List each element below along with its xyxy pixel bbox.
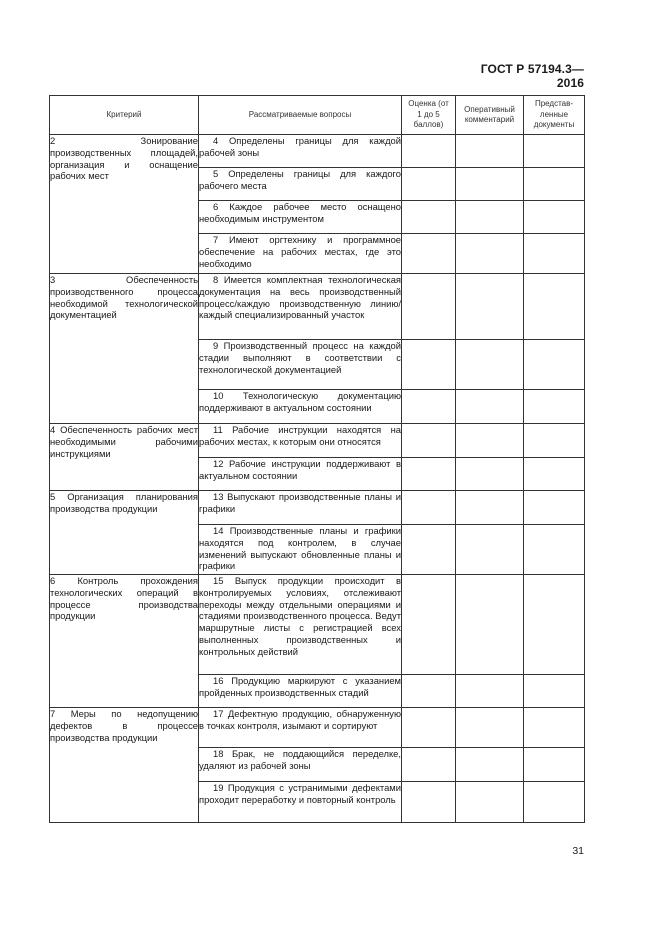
table-row xyxy=(50,491,585,525)
documents-cell[interactable] xyxy=(524,708,585,748)
comment-cell[interactable] xyxy=(456,491,524,525)
question-text: 7 Имеют оргтехнику и программное обеспечение на рабочих местах, где это необходимо xyxy=(199,234,401,269)
score-cell[interactable] xyxy=(402,748,456,782)
question-text: 4 Определены границы для каждой рабочей зоны xyxy=(199,135,401,158)
criterion-cell xyxy=(50,424,199,491)
comment-cell[interactable] xyxy=(456,575,524,675)
score-cell[interactable] xyxy=(402,424,456,458)
question-cell xyxy=(199,575,402,675)
score-cell[interactable] xyxy=(402,782,456,823)
comment-cell[interactable] xyxy=(456,390,524,424)
documents-cell[interactable] xyxy=(524,135,585,168)
question-text: 19 Продукция с устранимыми дефектами проходит переработку и повторный контроль xyxy=(199,782,401,805)
question-cell xyxy=(199,675,402,708)
question-cell xyxy=(199,708,402,748)
question-cell xyxy=(199,491,402,525)
documents-cell[interactable] xyxy=(524,168,585,201)
question-cell xyxy=(199,135,402,168)
score-cell[interactable] xyxy=(402,708,456,748)
criterion-text: 4 Обеспеченность рабочих мест необходимыми рабочими инструкциями xyxy=(50,424,198,459)
table-row xyxy=(50,135,585,168)
score-cell[interactable] xyxy=(402,340,456,390)
comment-cell[interactable] xyxy=(456,168,524,201)
criterion-cell xyxy=(50,491,199,575)
score-cell[interactable] xyxy=(402,168,456,201)
score-cell[interactable] xyxy=(402,274,456,340)
score-cell[interactable] xyxy=(402,135,456,168)
question-text: 16 Продукцию маркируют с указанием пройденных производственных стадий xyxy=(199,675,401,698)
column-header-documents: Представ-ленные документы xyxy=(524,96,585,135)
score-cell[interactable] xyxy=(402,575,456,675)
question-cell xyxy=(199,390,402,424)
table-row xyxy=(50,424,585,458)
criterion-cell xyxy=(50,135,199,274)
comment-cell[interactable] xyxy=(456,708,524,748)
question-text: 9 Производственный процесс на каждой стадии выполняют в соответствии с технологической документацией xyxy=(199,340,401,375)
criterion-text: 7 Меры по недопущению дефектов в процессе производства продукции xyxy=(50,708,198,743)
question-text: 5 Определены границы для каждого рабочего места xyxy=(199,168,401,191)
question-text: 14 Производственные планы и графики находятся под контролем, в случае изменений выпускают обновленные планы и графики xyxy=(199,525,401,572)
criterion-text: 5 Организация планирования производства продукции xyxy=(50,491,198,514)
comment-cell[interactable] xyxy=(456,458,524,491)
column-header-criterion: Критерий xyxy=(50,96,199,135)
question-cell xyxy=(199,340,402,390)
evaluation-table xyxy=(49,95,585,823)
documents-cell[interactable] xyxy=(524,340,585,390)
documents-cell[interactable] xyxy=(524,491,585,525)
question-text: 15 Выпуск продукции происходит в контролируемых условиях, отслеживают переходы между отдельными операциями и стадиями производственного процесса. Ведут маршрутные листы с регистрацией всех выполненных производственных и контрольных действий xyxy=(199,575,401,657)
question-cell xyxy=(199,274,402,340)
documents-cell[interactable] xyxy=(524,525,585,575)
question-cell xyxy=(199,201,402,234)
column-header-comment: Оперативный комментарий xyxy=(456,96,524,135)
score-cell[interactable] xyxy=(402,234,456,274)
column-header-questions: Рассматриваемые вопросы xyxy=(199,96,402,135)
score-cell[interactable] xyxy=(402,201,456,234)
question-cell xyxy=(199,168,402,201)
score-cell[interactable] xyxy=(402,491,456,525)
comment-cell[interactable] xyxy=(456,748,524,782)
comment-cell[interactable] xyxy=(456,675,524,708)
table-row xyxy=(50,274,585,340)
comment-cell[interactable] xyxy=(456,234,524,274)
question-text: 12 Рабочие инструкции поддерживают в актуальном состоянии xyxy=(199,458,401,481)
question-cell xyxy=(199,782,402,823)
question-text: 13 Выпускают производственные планы и графики xyxy=(199,491,401,514)
score-cell[interactable] xyxy=(402,525,456,575)
documents-cell[interactable] xyxy=(524,424,585,458)
column-header-score: Оценка (от 1 до 5 баллов) xyxy=(402,96,456,135)
documents-cell[interactable] xyxy=(524,274,585,340)
comment-cell[interactable] xyxy=(456,424,524,458)
document-code: ГОСТ Р 57194.3—2016 xyxy=(480,62,584,90)
comment-cell[interactable] xyxy=(456,340,524,390)
score-cell[interactable] xyxy=(402,390,456,424)
table-row xyxy=(50,708,585,748)
criterion-text: 2 Зонирование производственных площадей, организация и оснащение рабочих мест xyxy=(50,135,198,182)
comment-cell[interactable] xyxy=(456,201,524,234)
question-text: 11 Рабочие инструкции находятся на рабочих местах, к которым они относятся xyxy=(199,424,401,447)
table-row xyxy=(50,575,585,675)
question-cell xyxy=(199,424,402,458)
question-cell xyxy=(199,525,402,575)
criterion-cell xyxy=(50,575,199,708)
comment-cell[interactable] xyxy=(456,135,524,168)
documents-cell[interactable] xyxy=(524,575,585,675)
question-text: 8 Имеется комплектная технологическая документация на весь производственный процесс/каждую производственную линию/каждый специализированный участок xyxy=(199,274,401,321)
documents-cell[interactable] xyxy=(524,748,585,782)
score-cell[interactable] xyxy=(402,458,456,491)
question-cell xyxy=(199,458,402,491)
page-number: 31 xyxy=(572,845,584,857)
documents-cell[interactable] xyxy=(524,675,585,708)
documents-cell[interactable] xyxy=(524,201,585,234)
table-header-row xyxy=(50,96,585,135)
documents-cell[interactable] xyxy=(524,234,585,274)
comment-cell[interactable] xyxy=(456,274,524,340)
question-cell xyxy=(199,748,402,782)
comment-cell[interactable] xyxy=(456,782,524,823)
criterion-cell xyxy=(50,274,199,424)
documents-cell[interactable] xyxy=(524,390,585,424)
criterion-text: 3 Обеспеченность производственного процесса необходимой технологической документацией xyxy=(50,274,198,321)
documents-cell[interactable] xyxy=(524,782,585,823)
question-cell xyxy=(199,234,402,274)
question-text: 10 Технологическую документацию поддерживают в актуальном состоянии xyxy=(199,390,401,413)
comment-cell[interactable] xyxy=(456,525,524,575)
criterion-text: 6 Контроль прохождения технологических операций в процессе производства продукции xyxy=(50,575,198,622)
question-text: 6 Каждое рабочее место оснащено необходимым инструментом xyxy=(199,201,401,224)
score-cell[interactable] xyxy=(402,675,456,708)
question-text: 18 Брак, не поддающийся переделке, удаляют из рабочей зоны xyxy=(199,748,401,771)
question-text: 17 Дефектную продукцию, обнаруженную в точках контроля, изымают и сортируют xyxy=(199,708,401,731)
criterion-cell xyxy=(50,708,199,823)
documents-cell[interactable] xyxy=(524,458,585,491)
